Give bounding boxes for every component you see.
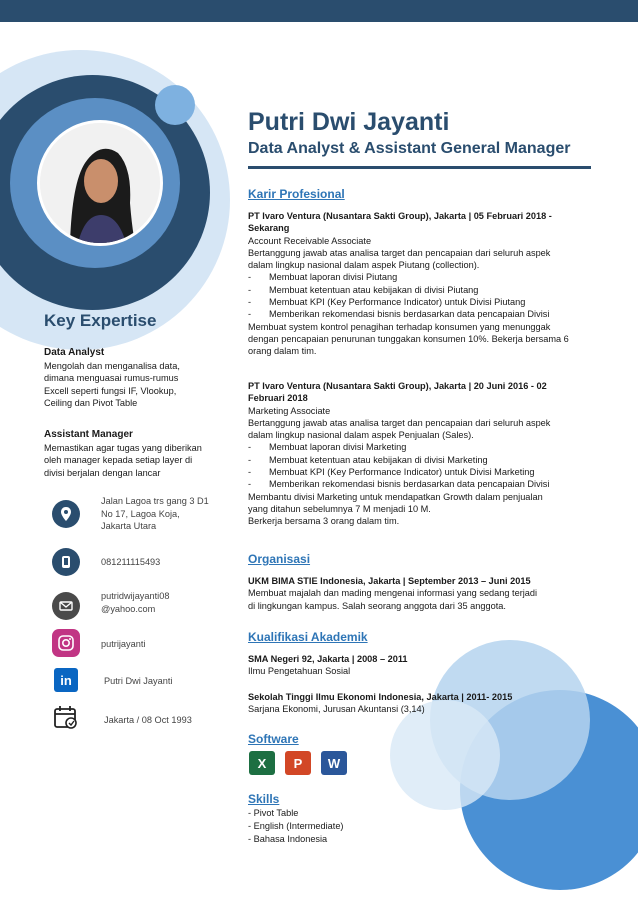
job-desc-line: Bertanggung jawab atas analisa target dan pencapaian dari seluruh aspek [248,247,551,258]
job-bullet: - Membuat laporan divisi Piutang [248,272,398,283]
expertise-assistant-manager [44,429,219,479]
address-line: Jalan Lagoa trs gang 3 D1 [101,496,209,506]
top-bar [0,0,638,22]
expertise-data-analyst [44,347,219,410]
education-entry [248,691,593,716]
contact-birth: Jakarta / 08 Oct 1993 [104,715,192,725]
profile-photo [37,120,163,246]
phone-icon [52,548,80,576]
job-bullet: - Membuat KPI (Key Performance Indicator) untuk Divisi Marketing [248,467,535,478]
skill-item: - Pivot Table [248,808,299,818]
job-header-line: Sekarang [248,223,290,234]
section-heading-karir: Karir Profesional [248,187,345,201]
organisasi-header: UKM BIMA STIE Indonesia, Jakarta | September 2013 – Juni 2015 [248,576,531,586]
section-heading-kualifikasi: Kualifikasi Akademik [248,630,368,644]
job-bullet: - Membuat ketentuan atau kebijakan di divisi Piutang [248,284,479,295]
job-header-line: PT Ivaro Ventura (Nusantara Sakti Group), Jakarta | 20 Juni 2016 - 02 [248,381,547,391]
organisasi-desc-line: di lingkungan kampus. Salah seorang anggota dari 35 anggota. [248,600,506,611]
job-bullet: - Membuat ketentuan atau kebijakan di divisi Marketing [248,454,488,465]
job-bullet: - Memberikan rekomendasi bisnis berdasarkan data pencapaian Divisi [248,479,550,490]
section-heading-organisasi: Organisasi [248,552,311,566]
job-position: Marketing Associate [248,405,331,416]
email-line: @yahoo.com [101,603,156,614]
section-heading-software: Software [248,732,299,746]
linkedin-icon: in [54,668,78,692]
contact-phone: 081211115493 [101,557,161,567]
job-desc-line: Membantu divisi Marketing untuk mendapatkan Growth dalam penjualan [248,491,543,502]
mail-icon [52,592,80,620]
job-desc-line: yang ditahun sebelumnya 7 M menjadi 10 M. [248,503,431,514]
contact-linkedin: Putri Dwi Jayanti [104,676,173,686]
decor-circle-bottom-pale [390,700,500,810]
contact-address [101,495,209,533]
job-bullet: - Membuat laporan divisi Marketing [248,442,407,453]
job-desc-line: Membuat system kontrol penagihan terhadap konsumen yang menunggak [248,321,551,332]
expertise-line: divisi berjalan dengan lancar [44,467,161,478]
expertise-title: Assistant Manager [44,429,133,440]
education-header: Sekolah Tinggi Ilmu Ekonomi Indonesia, Jakarta | 2011- 2015 [248,692,513,702]
address-line: Jakarta Utara [101,521,157,531]
expertise-line: dimana menguasai rumus-rumus [44,373,179,383]
skills-list [248,807,593,846]
contact-instagram: putrijayanti [101,639,146,649]
calendar-icon [52,703,80,731]
education-header: SMA Negeri 92, Jakarta | 2008 – 2011 [248,654,408,664]
expertise-line: Memastikan agar tugas yang diberikan [44,442,202,453]
job-entry [248,380,593,528]
header-divider [248,166,591,169]
excel-icon: X [249,751,275,775]
organisasi-desc-line: Membuat majalah dan mading mengenai informasi yang sedang terjadi [248,588,538,599]
job-desc-line: dalam lingkup nasional dalam aspek Penjualan (Sales). [248,430,474,441]
job-bullet: - Memberikan rekomendasi bisnis berdasarkan data pencapaian Divisi [248,309,550,320]
job-desc-line: Berkerja bersama 3 orang dalam tim. [248,516,400,527]
expertise-line: Mengolah dan menganalisa data, [44,360,180,371]
job-desc-line: dengan pencapaian penurunan tunggakan konsumen 10%. Bekerja bersama 6 [248,333,569,344]
job-role: Data Analyst & Assistant General Manager [248,140,571,157]
education-sub: Ilmu Pengetahuan Sosial [248,666,351,677]
job-entry [248,210,593,358]
organisasi-entry [248,575,593,612]
contact-email [101,590,169,615]
job-desc-line: dalam lingkup nasional dalam aspek Piutang (collection). [248,260,480,271]
expertise-line: Excell seperti fungsi IF, Vlookup, [44,385,177,396]
skill-item: - English (Intermediate) [248,821,344,831]
job-position: Account Receivable Associate [248,235,372,246]
job-desc-line: orang dalam tim. [248,346,317,357]
job-header-line: PT Ivaro Ventura (Nusantara Sakti Group), Jakarta | 05 Februari 2018 - [248,211,552,221]
key-expertise-heading: Key Expertise [44,311,157,330]
email-line: putridwijayanti08 [101,591,170,601]
expertise-line: Ceiling dan Pivot Table [44,398,138,408]
instagram-icon [52,629,80,657]
word-icon: W [321,751,347,775]
expertise-title: Data Analyst [44,347,105,358]
education-entry [248,653,593,678]
job-desc-line: Bertanggung jawab atas analisa target dan pencapaian dari seluruh aspek [248,417,551,428]
map-pin-icon [52,500,80,528]
skill-item: - Bahasa Indonesia [248,834,328,844]
decor-dot [155,85,195,125]
job-bullet: - Membuat KPI (Key Performance Indicator) untuk Divisi Piutang [248,297,526,308]
education-sub: Sarjana Ekonomi, Jurusan Akuntansi (3,14) [248,704,425,715]
address-line: No 17, Lagoa Koja, [101,508,180,519]
section-heading-skills: Skills [248,792,280,806]
expertise-line: oleh manager kepada setiap layer di [44,455,193,465]
person-name: Putri Dwi Jayanti [248,108,450,136]
job-header-line: Februari 2018 [248,393,308,404]
powerpoint-icon: P [285,751,311,775]
